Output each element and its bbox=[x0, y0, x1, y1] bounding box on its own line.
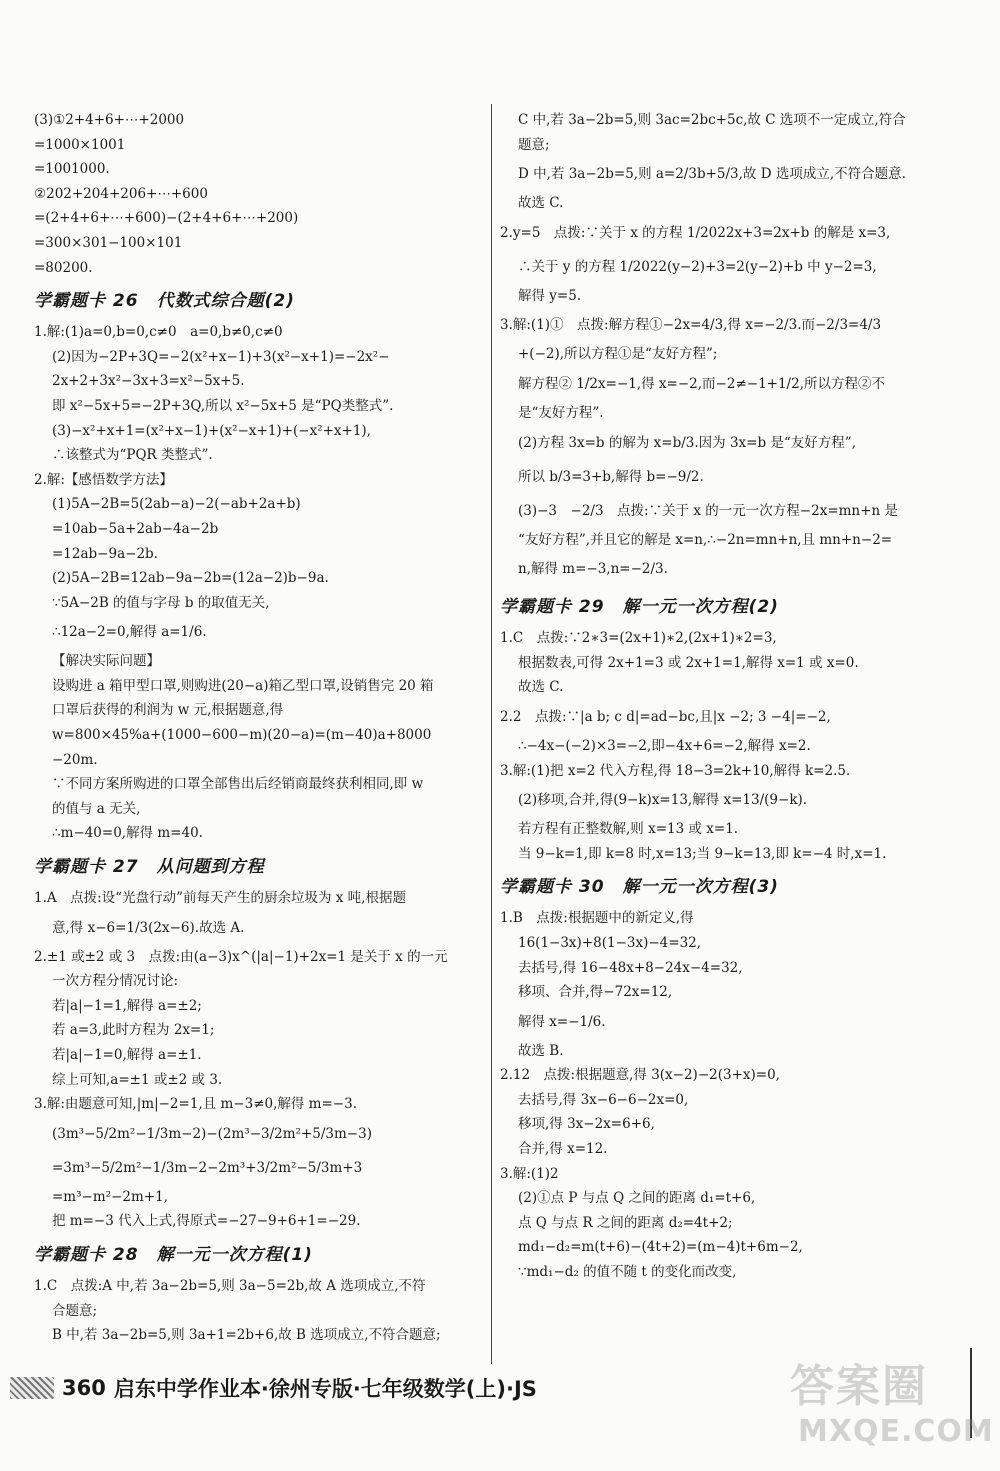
text-line: 若 a=3,此时方程为 2x=1; bbox=[52, 1022, 215, 1039]
text-line: =300×301−100×101 bbox=[34, 234, 183, 251]
text-line: +(−2),所以方程①是“友好方程”; bbox=[518, 346, 718, 363]
text-line: (3m³−5/2m²−1/3m−2)−(2m³−3/2m²+5/3m−3) bbox=[52, 1125, 372, 1142]
text-line: =(2+4+6+⋯+600)−(2+4+6+⋯+200) bbox=[34, 210, 299, 227]
text-line: 把 m=−3 代入上式,得原式=−27−9+6+1=−29. bbox=[52, 1213, 361, 1230]
watermark-logo-icon: 答案圈 bbox=[790, 1361, 928, 1412]
text-line: (3)−3 −2/3 点拨:∵关于 x 的一元一次方程−2x=mn+n 是 bbox=[518, 502, 898, 519]
book-title: 启东中学作业本·徐州专版·七年级数学(上)·JS bbox=[113, 1377, 537, 1401]
text-line: ∴−4x−(−2)×3=−2,即−4x+6=−2,解得 x=2. bbox=[518, 737, 811, 754]
footer-decoration-icon bbox=[10, 1377, 54, 1399]
text-line: 若|a|−1=0,解得 a=±1. bbox=[52, 1047, 202, 1063]
text-line: =12ab−9a−2b. bbox=[52, 545, 158, 562]
text-line: ∴关于 y 的方程 1/2022(y−2)+3=2(y−2)+b 中 y−2=3, bbox=[518, 258, 877, 275]
text-line: =1001000. bbox=[34, 161, 110, 178]
text-line: =m³−m²−2m+1, bbox=[52, 1188, 168, 1205]
text-line: 解方程② 1/2x=−1,得 x=−2,而−2≠−1+1/2,所以方程②不 bbox=[518, 375, 885, 392]
section-heading: 学霸题卡 28 解一元一次方程(1) bbox=[34, 1244, 313, 1265]
text-line: 2.12 点拨:根据题意,得 3(x−2)−2(3+x)=0, bbox=[500, 1067, 780, 1084]
text-line: ∵md₁−d₂ 的值不随 t 的变化而改变, bbox=[518, 1264, 737, 1281]
text-line: 移项,得 3x−2x=6+6, bbox=[518, 1116, 655, 1133]
text-line: C 中,若 3a−2b=5,则 3ac=2bc+5c,故 C 选项不一定成立,符合 bbox=[518, 112, 906, 128]
text-line: ∴该整式为“PQR 类整式”. bbox=[52, 447, 213, 464]
text-line: 综上可知,a=±1 或±2 或 3. bbox=[52, 1071, 223, 1088]
text-line: 意,得 x−6=1/3(2x−6).故选 A. bbox=[52, 919, 245, 936]
text-line: B 中,若 3a−2b=5,则 3a+1=2b+6,故 B 选项成立,不符合题意; bbox=[52, 1327, 441, 1344]
text-line: w=800×45%a+(1000−600−m)(20−a)=(m−40)a+8000 bbox=[52, 727, 432, 744]
text-line: =1000×1001 bbox=[34, 136, 126, 153]
text-line: 1.C 点拨:A 中,若 3a−2b=5,则 3a−5=2b,故 A 选项成立,不符 bbox=[34, 1277, 426, 1294]
text-line: 口罩后获得的利润为 w 元,根据题意,得 bbox=[52, 702, 284, 719]
text-line: (2)因为−2P+3Q=−2(x²+x−1)+3(x²−x+1)=−2x²− bbox=[52, 348, 390, 365]
left-column bbox=[34, 108, 486, 1348]
text-line: 移项、合并,得−72x=12, bbox=[518, 984, 673, 1001]
text-line: 2.2 点拨:∵|a b; c d|=ad−bc,且|x −2; 3 −4|=−2, bbox=[500, 708, 831, 725]
text-line: 合并,得 x=12. bbox=[518, 1141, 608, 1158]
text-line: 1.A 点拨:设“光盘行动”前每天产生的厨余垃圾为 x 吨,根据题 bbox=[34, 890, 406, 907]
text-line: 设购进 a 箱甲型口罩,则购进(20−a)箱乙型口罩,设销售完 20 箱 bbox=[52, 677, 434, 694]
text-line: 1.C 点拨:∵2∗3=(2x+1)∗2,(2x+1)∗2=3, bbox=[500, 630, 777, 647]
text-line: ∴12a−2=0,解得 a=1/6. bbox=[52, 624, 207, 641]
text-line: 题意; bbox=[518, 136, 550, 153]
text-line: (3)−x²+x+1=(x²+x−1)+(x²−x+1)+(−x²+x+1), bbox=[52, 422, 371, 439]
text-line: ∴m−40=0,解得 m=40. bbox=[52, 825, 203, 842]
text-line: 即 x²−5x+5=−2P+3Q,所以 x²−5x+5 是“PQ类整式”. bbox=[52, 397, 394, 414]
text-line: −20m. bbox=[52, 751, 98, 768]
text-line: (2)移项,合并,得(9−k)x=13,解得 x=13/(9−k). bbox=[518, 792, 808, 809]
text-line: 【解决实际问题】 bbox=[52, 653, 160, 670]
text-line: 1.解:(1)a=0,b=0,c≠0 a=0,b≠0,c≠0 bbox=[34, 324, 283, 341]
text-line: 3.解:(1)把 x=2 代入方程,得 18−3=2k+10,解得 k=2.5. bbox=[500, 762, 851, 779]
text-line: 16(1−3x)+8(1−3x)−4=32, bbox=[518, 934, 702, 951]
text-line: 故选 B. bbox=[518, 1042, 564, 1059]
section-heading: 学霸题卡 27 从问题到方程 bbox=[34, 857, 265, 878]
right-column bbox=[500, 108, 948, 1285]
text-line: 是“友好方程”. bbox=[518, 404, 604, 421]
text-line: 一次方程分情况讨论: bbox=[52, 973, 179, 990]
text-line: 若|a|−1=1,解得 a=±2; bbox=[52, 997, 202, 1014]
text-line: (2)方程 3x=b 的解为 x=b/3.因为 3x=b 是“友好方程”, bbox=[518, 434, 856, 451]
text-line: 3.解:(1)2 bbox=[500, 1165, 559, 1182]
text-line: ②202+204+206+⋯+600 bbox=[34, 185, 208, 202]
text-line: 若方程有正整数解,则 x=13 或 x=1. bbox=[518, 821, 739, 838]
text-line: md₁−d₂=m(t+6)−(4t+2)=(m−4)t+6m−2, bbox=[518, 1239, 803, 1256]
text-line: 当 9−k=1,即 k=8 时,x=13;当 9−k=13,即 k=−4 时,x=1. bbox=[518, 845, 887, 862]
text-line: 的值与 a 无关, bbox=[52, 800, 141, 817]
text-line: D 中,若 3a−2b=5,则 a=2/3b+5/3,故 D 选项成立,不符合题意. bbox=[518, 166, 906, 183]
text-line: =80200. bbox=[34, 259, 93, 276]
text-line: 2.解:【感悟数学方法】 bbox=[34, 471, 173, 488]
text-line: (2)5A−2B=12ab−9a−2b=(12a−2)b−9a. bbox=[52, 570, 329, 587]
text-line: 2.y=5 点拨:∵关于 x 的方程 1/2022x+3=2x+b 的解是 x=3, bbox=[500, 224, 891, 241]
text-line: 根据数表,可得 2x+1=3 或 2x+1=1,解得 x=1 或 x=0. bbox=[518, 654, 859, 671]
text-line: 解得 y=5. bbox=[518, 287, 582, 304]
text-line: =10ab−5a+2ab−4a−2b bbox=[52, 520, 219, 537]
text-line: 故选 C. bbox=[518, 679, 564, 696]
text-line: 点 Q 与点 R 之间的距离 d₂=4t+2; bbox=[518, 1214, 733, 1231]
text-line: 3.解:由题意可知,|m|−2=1,且 m−3≠0,解得 m=−3. bbox=[34, 1096, 357, 1113]
text-line: (2)①点 P 与点 Q 之间的距离 d₁=t+6, bbox=[518, 1190, 756, 1207]
text-line: (1)5A−2B=5(2ab−a)−2(−ab+2a+b) bbox=[52, 496, 301, 513]
text-line: 2.±1 或±2 或 3 点拨:由(a−3)x^(|a|−1)+2x=1 是关于 x 的一元 bbox=[34, 948, 448, 965]
text-line: 故选 C. bbox=[518, 195, 564, 212]
text-line: 解得 x=−1/6. bbox=[518, 1013, 606, 1030]
watermark-url: MXQE.COM bbox=[798, 1414, 994, 1449]
column-divider bbox=[491, 104, 492, 1364]
text-line: ∵不同方案所购进的口罩全部售出后经销商最终获利相同,即 w bbox=[52, 776, 424, 793]
page-number: 360 bbox=[62, 1376, 106, 1400]
text-line: 2x+2+3x²−3x+3=x²−5x+5. bbox=[52, 373, 245, 390]
text-line: 3.解:(1)① 点拨:解方程①−2x=4/3,得 x=−2/3.而−2/3=4/3 bbox=[500, 317, 882, 334]
text-line: 去括号,得 16−48x+8−24x−4=32, bbox=[518, 959, 743, 976]
text-line: n,解得 m=−3,n=−2/3. bbox=[518, 561, 668, 578]
section-heading: 学霸题卡 26 代数式综合题(2) bbox=[34, 291, 295, 312]
text-line: 合题意; bbox=[52, 1302, 98, 1319]
text-line: (3)①2+4+6+⋯+2000 bbox=[34, 112, 185, 128]
section-heading: 学霸题卡 30 解一元一次方程(3) bbox=[500, 877, 779, 898]
section-heading: 学霸题卡 29 解一元一次方程(2) bbox=[500, 597, 779, 618]
text-line: ∵5A−2B 的值与字母 b 的取值无关, bbox=[52, 594, 270, 611]
text-line: 1.B 点拨:根据题中的新定义,得 bbox=[500, 910, 694, 927]
text-line: 所以 b/3=3+b,解得 b=−9/2. bbox=[518, 468, 704, 485]
text-line: “友好方程”,并且它的解是 x=n,∴−2n=mn+n,且 mn+n−2= bbox=[518, 531, 893, 548]
text-line: =3m³−5/2m²−1/3m−2−2m³+3/2m²−5/3m+3 bbox=[52, 1159, 363, 1176]
text-line: 去括号,得 3x−6−6−2x=0, bbox=[518, 1091, 689, 1108]
watermark bbox=[790, 1350, 994, 1460]
